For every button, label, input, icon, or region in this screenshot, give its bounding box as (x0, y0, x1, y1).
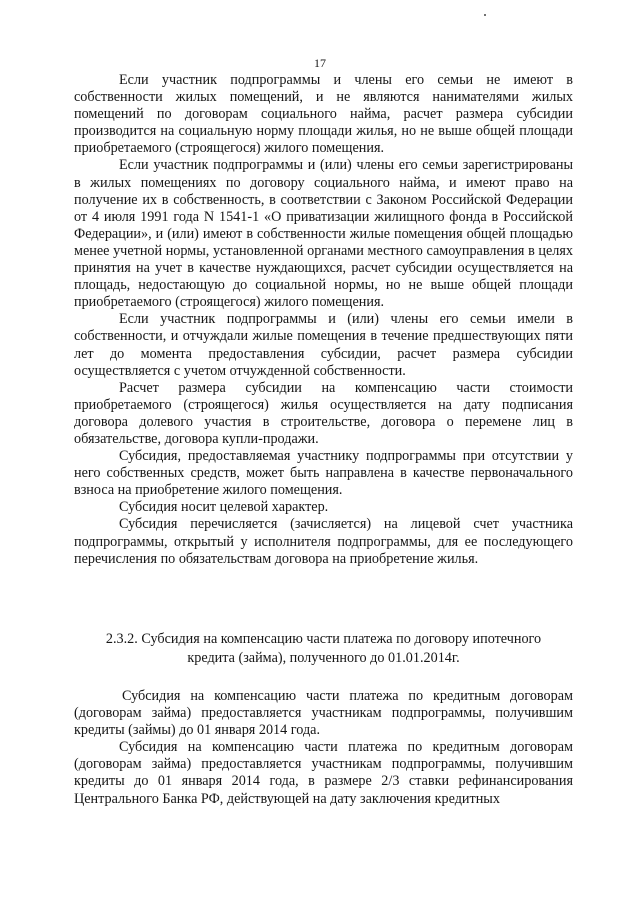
section-heading-line: кредита (займа), полученного до 01.01.2014г. (187, 649, 460, 666)
main-text (74, 72, 573, 568)
paragraph: Если участник подпрограммы и (или) члены его семьи имели в собственности, и отчуждали жилые помещения в течение предшествующих пяти лет до момента предоставления субсидии, расчет размера субсидии осуществляется с учетом отчужденной собственности. (74, 311, 573, 379)
section-text (74, 688, 573, 808)
paragraph: Субсидия перечисляется (зачисляется) на лицевой счет участника подпрограммы, открытый у исполнителя подпрограммы, для ее последующего перечисления по обязательствам договора на приобретение жилья. (74, 516, 573, 567)
page-number: 17 (314, 56, 326, 70)
paragraph: Расчет размера субсидии на компенсацию части стоимости приобретаемого (строящегося) жилья осуществляется на дату подписания договора долевого участия в строительстве, договора о перемене лиц в обязательстве, договора купли-продажи. (74, 379, 573, 447)
section-heading-line: 2.3.2. Субсидия на компенсацию части платежа по договору ипотечного (105, 631, 542, 647)
scan-speck (484, 14, 486, 16)
paragraph: Субсидия на компенсацию части платежа по кредитным договорам (договорам займа) предоставляется участникам подпрограммы, получившим кредиты до 01 января 2014 года, в размере 2/3 ставки рефинансирования Центрального Банка РФ, действующей на дату заключения кредитных (74, 739, 573, 807)
paragraph: Субсидия носит целевой характер. (119, 499, 329, 516)
paragraph: Субсидия, предоставляемая участнику подпрограммы при отсутствии у него собственных средств, может быть направлена в качестве первоначального взноса на приобретение жилого помещения. (74, 448, 573, 499)
section-heading (74, 630, 573, 667)
paragraph: Субсидия на компенсацию части платежа по кредитным договорам (договорам займа) предоставляется участникам подпрограммы, получившим кредиты (займы) до 01 января 2014 года. (74, 688, 573, 739)
paragraph: Если участник подпрограммы и члены его семьи не имеют в собственности жилых помещений, и не являются нанимателями жилых помещений по договорам социального найма, расчет размера субсидии производится на социальную норму площади жилья, но не выше общей площади приобретаемого (строящегося) жилого помещения. (74, 72, 573, 157)
paragraph: Если участник подпрограммы и (или) члены его семьи зарегистрированы в жилых помещениях по договору социального найма, и имеют право на получение их в собственность, в соответствии с Законом Российской Федерации от 4 июля 1991 года N 1541-1 «О приватизации жилищного фонда в Российской Федерации», и (или) имеют в собственности жилые помещения общей площадью менее учетной нормы, установленной органами местного самоуправления в целях принятия на учет в качестве нуждающихся, расчет субсидии осуществляется на площадь, недостающую до социальной нормы, но не выше общей площади приобретаемого (строящегося) жилого помещения. (74, 157, 573, 311)
